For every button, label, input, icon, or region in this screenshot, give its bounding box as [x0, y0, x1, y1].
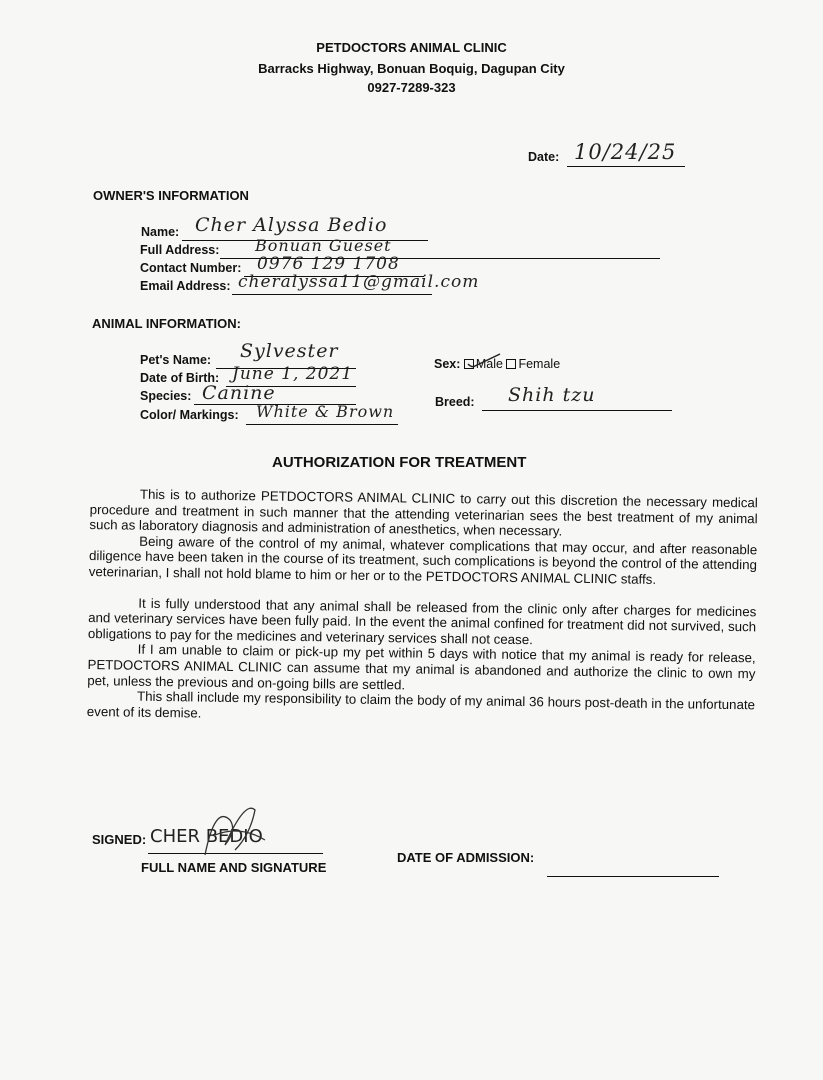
contact-label: Contact Number: [140, 261, 242, 275]
signature-value: CHER BEDIO [150, 826, 263, 847]
owner-heading: OWNER'S INFORMATION [93, 188, 249, 203]
authorization-paragraph: This shall include my responsibility to claim the body of my animal 36 hours post-death in the unfortunate event of its demise. [86, 688, 756, 721]
color-value: White & Brown [256, 402, 395, 421]
authorization-paragraph: Being aware of the control of my animal, whatever complications that may occur, and after reasonable diligence have been taken in the course of its treatment, such complications is beyond the control of the attending veterinarian, I shall not hold blame to him or her or to the PETDOCTORS ANIMAL CLINIC staffs. [88, 533, 758, 587]
admission-line [547, 876, 719, 877]
pet-name-label: Pet's Name: [140, 353, 212, 367]
contact-value: 0976 129 1708 [257, 254, 400, 274]
email-line [232, 294, 432, 295]
breed-value: Shih tzu [508, 384, 596, 406]
clinic-address: Barracks Highway, Bonuan Boquig, Dagupan City [258, 61, 565, 76]
date-value: 10/24/25 [574, 140, 677, 164]
owner-name-label: Name: [141, 225, 180, 239]
authorization-paragraph: If I am unable to claim or pick-up my pet within 5 days with notice that my animal is ready for release, PETDOCTORS ANIMAL CLINIC can assume that my animal is abandoned and authorize the clinic to own my pet, unless the previous and on-going bills are settled. [87, 642, 756, 692]
color-label: Color/ Markings: [140, 408, 239, 422]
female-checkbox[interactable] [506, 359, 516, 369]
authorization-paragraph: This is to authorize PETDOCTORS ANIMAL CLINIC to carry out this discretion the necessary medical procedure and treatment in such manner that the attending veterinarian sees the best treatment of my animal such as laboratory diagnosis and administration of anesthetics, when necessary. [89, 486, 758, 539]
email-value: cheralyssa11@gmail.com [238, 272, 480, 292]
authorization-paragraph: It is fully understood that any animal shall be released from the clinic only after charges for medicines and veterinary services have been fully paid. In the event the animal confined for treatment did not survived, such obligations to pay for the medicines and veterinary services shall not cease. [87, 595, 757, 647]
pet-name-value: Sylvester [240, 340, 339, 362]
admission-label: DATE OF ADMISSION: [397, 850, 535, 865]
date-label: Date: [528, 150, 560, 164]
signature-scribble [185, 795, 275, 865]
species-value: Canine [202, 382, 276, 404]
date-line [567, 166, 685, 167]
authorization-body [87, 486, 758, 729]
male-option-label: Male [475, 357, 503, 371]
authorization-title: AUTHORIZATION FOR TREATMENT [272, 454, 527, 471]
animal-heading: ANIMAL INFORMATION: [92, 316, 241, 331]
breed-label: Breed: [435, 395, 475, 409]
email-label: Email Address: [140, 279, 231, 293]
dob-label: Date of Birth: [140, 371, 220, 385]
species-label: Species: [140, 389, 192, 403]
signature-caption: FULL NAME AND SIGNATURE [141, 860, 327, 875]
color-line [246, 424, 398, 425]
address-value: Bonuan Gueset [255, 236, 392, 255]
clinic-name: PETDOCTORS ANIMAL CLINIC [316, 40, 507, 55]
owner-name-value: Cher Alyssa Bedio [195, 214, 388, 236]
dob-value: June 1, 2021 [232, 364, 354, 384]
male-checkmark [466, 352, 502, 372]
address-label: Full Address: [140, 243, 220, 257]
female-option-label: Female [518, 357, 561, 371]
clinic-phone: 0927-7289-323 [367, 80, 456, 95]
signed-label: SIGNED: [92, 832, 147, 847]
breed-line [482, 410, 672, 411]
sex-label: Sex: [434, 357, 461, 371]
